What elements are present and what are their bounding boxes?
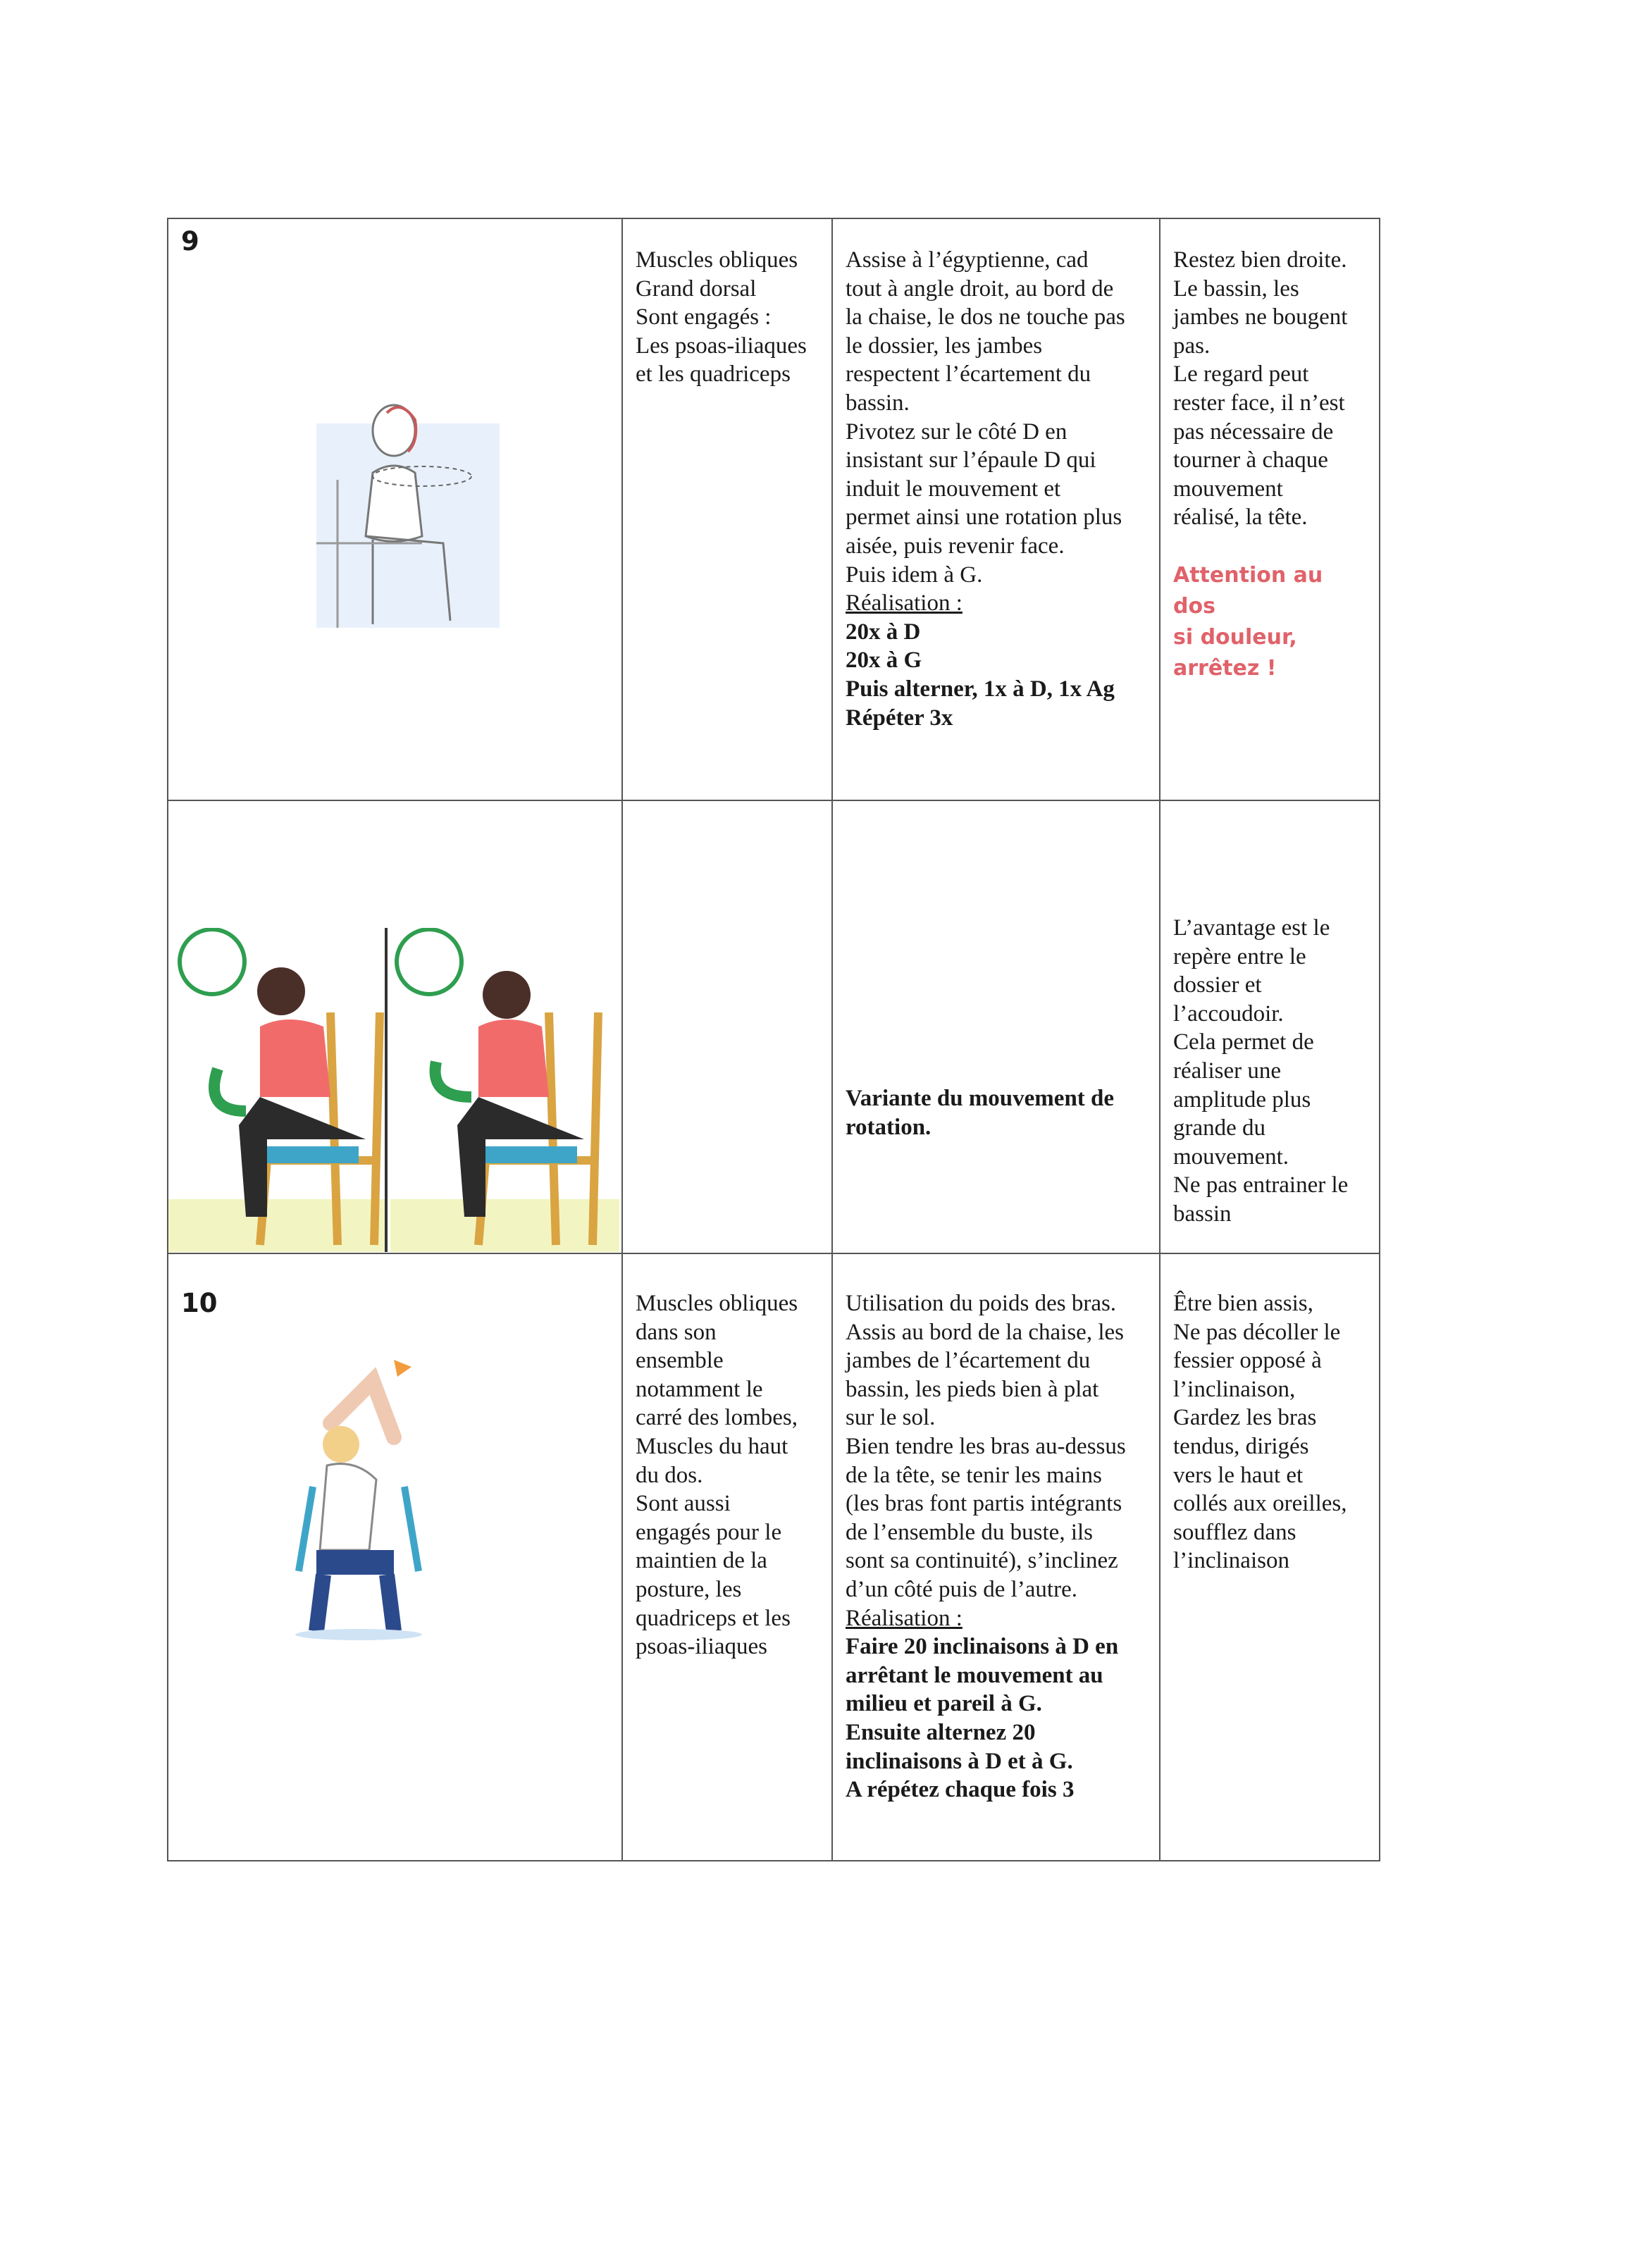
exercise-row-9 (168, 218, 1380, 800)
advice-line: mouvement. (1173, 1144, 1289, 1170)
variant-line: Variante du mouvement de (846, 1086, 1115, 1111)
advice-line: Le bassin, les (1173, 275, 1299, 302)
instructions-cell-10 (832, 1253, 1160, 1861)
instruction-line: Bien tendre les bras au-dessus (846, 1433, 1126, 1459)
advice-cell-variant (1160, 800, 1380, 1253)
advice-line: réaliser une (1173, 1058, 1281, 1084)
instruction-line: induit le mouvement et (846, 476, 1061, 502)
instruction-line: tout à angle droit, au bord de (846, 275, 1114, 302)
advice-line: tendus, dirigés (1173, 1433, 1309, 1459)
muscle-line: carré des lombes, (636, 1405, 798, 1431)
instruction-line: d’un côté puis de l’autre. (846, 1576, 1077, 1602)
advice-line: repère entre le (1173, 943, 1306, 969)
advice-line: mouvement (1173, 476, 1283, 502)
advice-cell-9 (1160, 218, 1380, 800)
realisation-line: 20x à D (846, 619, 921, 645)
muscle-line: Les psoas-iliaques (636, 333, 807, 359)
advice-line: rester face, il n’est (1173, 390, 1345, 416)
realisation-line: Répéter 3x (846, 705, 953, 731)
illustration-cell-9 (168, 218, 622, 800)
instruction-line: Utilisation du poids des bras. (846, 1291, 1117, 1316)
advice-line: Ne pas entrainer le (1173, 1172, 1349, 1198)
advice-line: dossier et (1173, 972, 1262, 998)
instruction-line: Puis idem à G. (846, 562, 983, 588)
instruction-line: sont sa continuité), s’inclinez (846, 1548, 1118, 1574)
advice-line: bassin (1173, 1201, 1232, 1227)
instruction-line: jambes de l’écartement du (846, 1348, 1091, 1374)
realisation-line: Ensuite alternez 20 (846, 1719, 1036, 1745)
advice-line: l’inclinaison, (1173, 1376, 1296, 1402)
muscle-line: Muscles obliques (636, 1291, 798, 1316)
advice-line: Cela permet de (1173, 1029, 1314, 1055)
muscle-line: quadriceps et les (636, 1605, 791, 1631)
realisation-line: 20x à G (846, 647, 922, 674)
instruction-line: Assise à l’égyptienne, cad (846, 247, 1089, 273)
advice-line: Être bien assis, (1173, 1291, 1313, 1316)
side-bend-illustration (253, 1360, 464, 1642)
warning-line: Attention au dos (1173, 562, 1323, 619)
muscle-line: posture, les (636, 1576, 742, 1602)
advice-line: jambes ne bougent (1173, 304, 1348, 330)
muscles-cell-9 (622, 218, 832, 800)
muscle-line: maintien de la (636, 1548, 767, 1574)
chair-rotation-illustration (168, 928, 619, 1252)
instruction-line: de l’ensemble du buste, ils (846, 1519, 1094, 1545)
advice-line: l’accoudoir. (1173, 1000, 1284, 1027)
illustration-cell-variant (168, 800, 622, 1253)
muscle-line: Muscles obliques (636, 247, 798, 273)
muscle-line: notamment le (636, 1376, 763, 1402)
instruction-line: permet ainsi une rotation plus (846, 504, 1122, 531)
advice-line: Ne pas décoller le (1173, 1319, 1341, 1345)
instruction-line: respectent l’écartement du (846, 361, 1091, 388)
warning-line: si douleur, (1173, 624, 1297, 650)
muscles-cell-10 (622, 1253, 832, 1861)
advice-line: Le regard peut (1173, 361, 1309, 388)
realisation-line: inclinaisons à D et à G. (846, 1748, 1073, 1774)
warning-line: arrêtez ! (1173, 655, 1277, 681)
muscle-line: Sont aussi (636, 1491, 731, 1517)
illustration-cell-10 (168, 1253, 622, 1861)
variant-cell (832, 800, 1160, 1253)
advice-line: pas. (1173, 333, 1211, 359)
muscles-cell-variant (622, 800, 832, 1253)
exercise-number: 10 (181, 1288, 218, 1318)
muscle-line: Grand dorsal (636, 275, 757, 302)
advice-line: l’inclinaison (1173, 1548, 1289, 1574)
realisation-line: A répétez chaque fois 3 (846, 1777, 1075, 1803)
realisation-line: Puis alterner, 1x à D, 1x Ag (846, 676, 1115, 702)
variant-line: rotation. (846, 1114, 931, 1140)
exercise-table (167, 218, 1380, 1861)
instruction-line: la chaise, le dos ne touche pas (846, 304, 1125, 330)
seated-rotation-illustration (288, 395, 521, 635)
advice-line: soufflez dans (1173, 1519, 1296, 1545)
advice-line: Restez bien droite. (1173, 247, 1347, 273)
muscle-line: Sont engagés : (636, 304, 772, 330)
instruction-line: bassin. (846, 390, 910, 416)
exercise-number: 9 (181, 226, 199, 256)
instruction-line: Pivotez sur le côté D en (846, 419, 1067, 445)
realisation-line: Faire 20 inclinaisons à D en (846, 1634, 1119, 1660)
instruction-line: de la tête, se tenir les mains (846, 1462, 1102, 1488)
instruction-line: (les bras font partis intégrants (846, 1491, 1122, 1517)
instruction-line: aisée, puis revenir face. (846, 533, 1065, 559)
advice-line: pas nécessaire de (1173, 419, 1334, 445)
realisation-label: Réalisation : (846, 590, 963, 616)
realisation-label: Réalisation : (846, 1605, 963, 1631)
advice-line: grande du (1173, 1115, 1266, 1141)
advice-line: collés aux oreilles, (1173, 1491, 1347, 1517)
realisation-line: milieu et pareil à G. (846, 1691, 1042, 1717)
muscle-line: et les quadriceps (636, 361, 791, 388)
muscle-line: psoas-iliaques (636, 1634, 767, 1660)
muscle-line: ensemble (636, 1348, 724, 1374)
advice-line: Gardez les bras (1173, 1405, 1317, 1431)
instruction-line: le dossier, les jambes (846, 333, 1043, 359)
muscle-line: Muscles du haut (636, 1433, 788, 1459)
muscle-line: du dos. (636, 1462, 703, 1488)
advice-line: L’avantage est le (1173, 915, 1330, 941)
advice-line: tourner à chaque (1173, 447, 1328, 473)
advice-cell-10 (1160, 1253, 1380, 1861)
instruction-line: sur le sol. (846, 1405, 936, 1431)
muscle-line: dans son (636, 1319, 717, 1345)
instruction-line: insistant sur l’épaule D qui (846, 447, 1096, 473)
advice-line: vers le haut et (1173, 1462, 1304, 1488)
exercise-row-10 (168, 1253, 1380, 1861)
exercise-row-variant (168, 800, 1380, 1253)
instructions-cell-9 (832, 218, 1160, 800)
instruction-line: Assis au bord de la chaise, les (846, 1319, 1124, 1345)
advice-line: réalisé, la tête. (1173, 504, 1308, 531)
advice-line: fessier opposé à (1173, 1348, 1322, 1374)
advice-line: amplitude plus (1173, 1086, 1311, 1113)
realisation-line: arrêtant le mouvement au (846, 1662, 1103, 1688)
instruction-line: bassin, les pieds bien à plat (846, 1376, 1099, 1402)
muscle-line: engagés pour le (636, 1519, 782, 1545)
